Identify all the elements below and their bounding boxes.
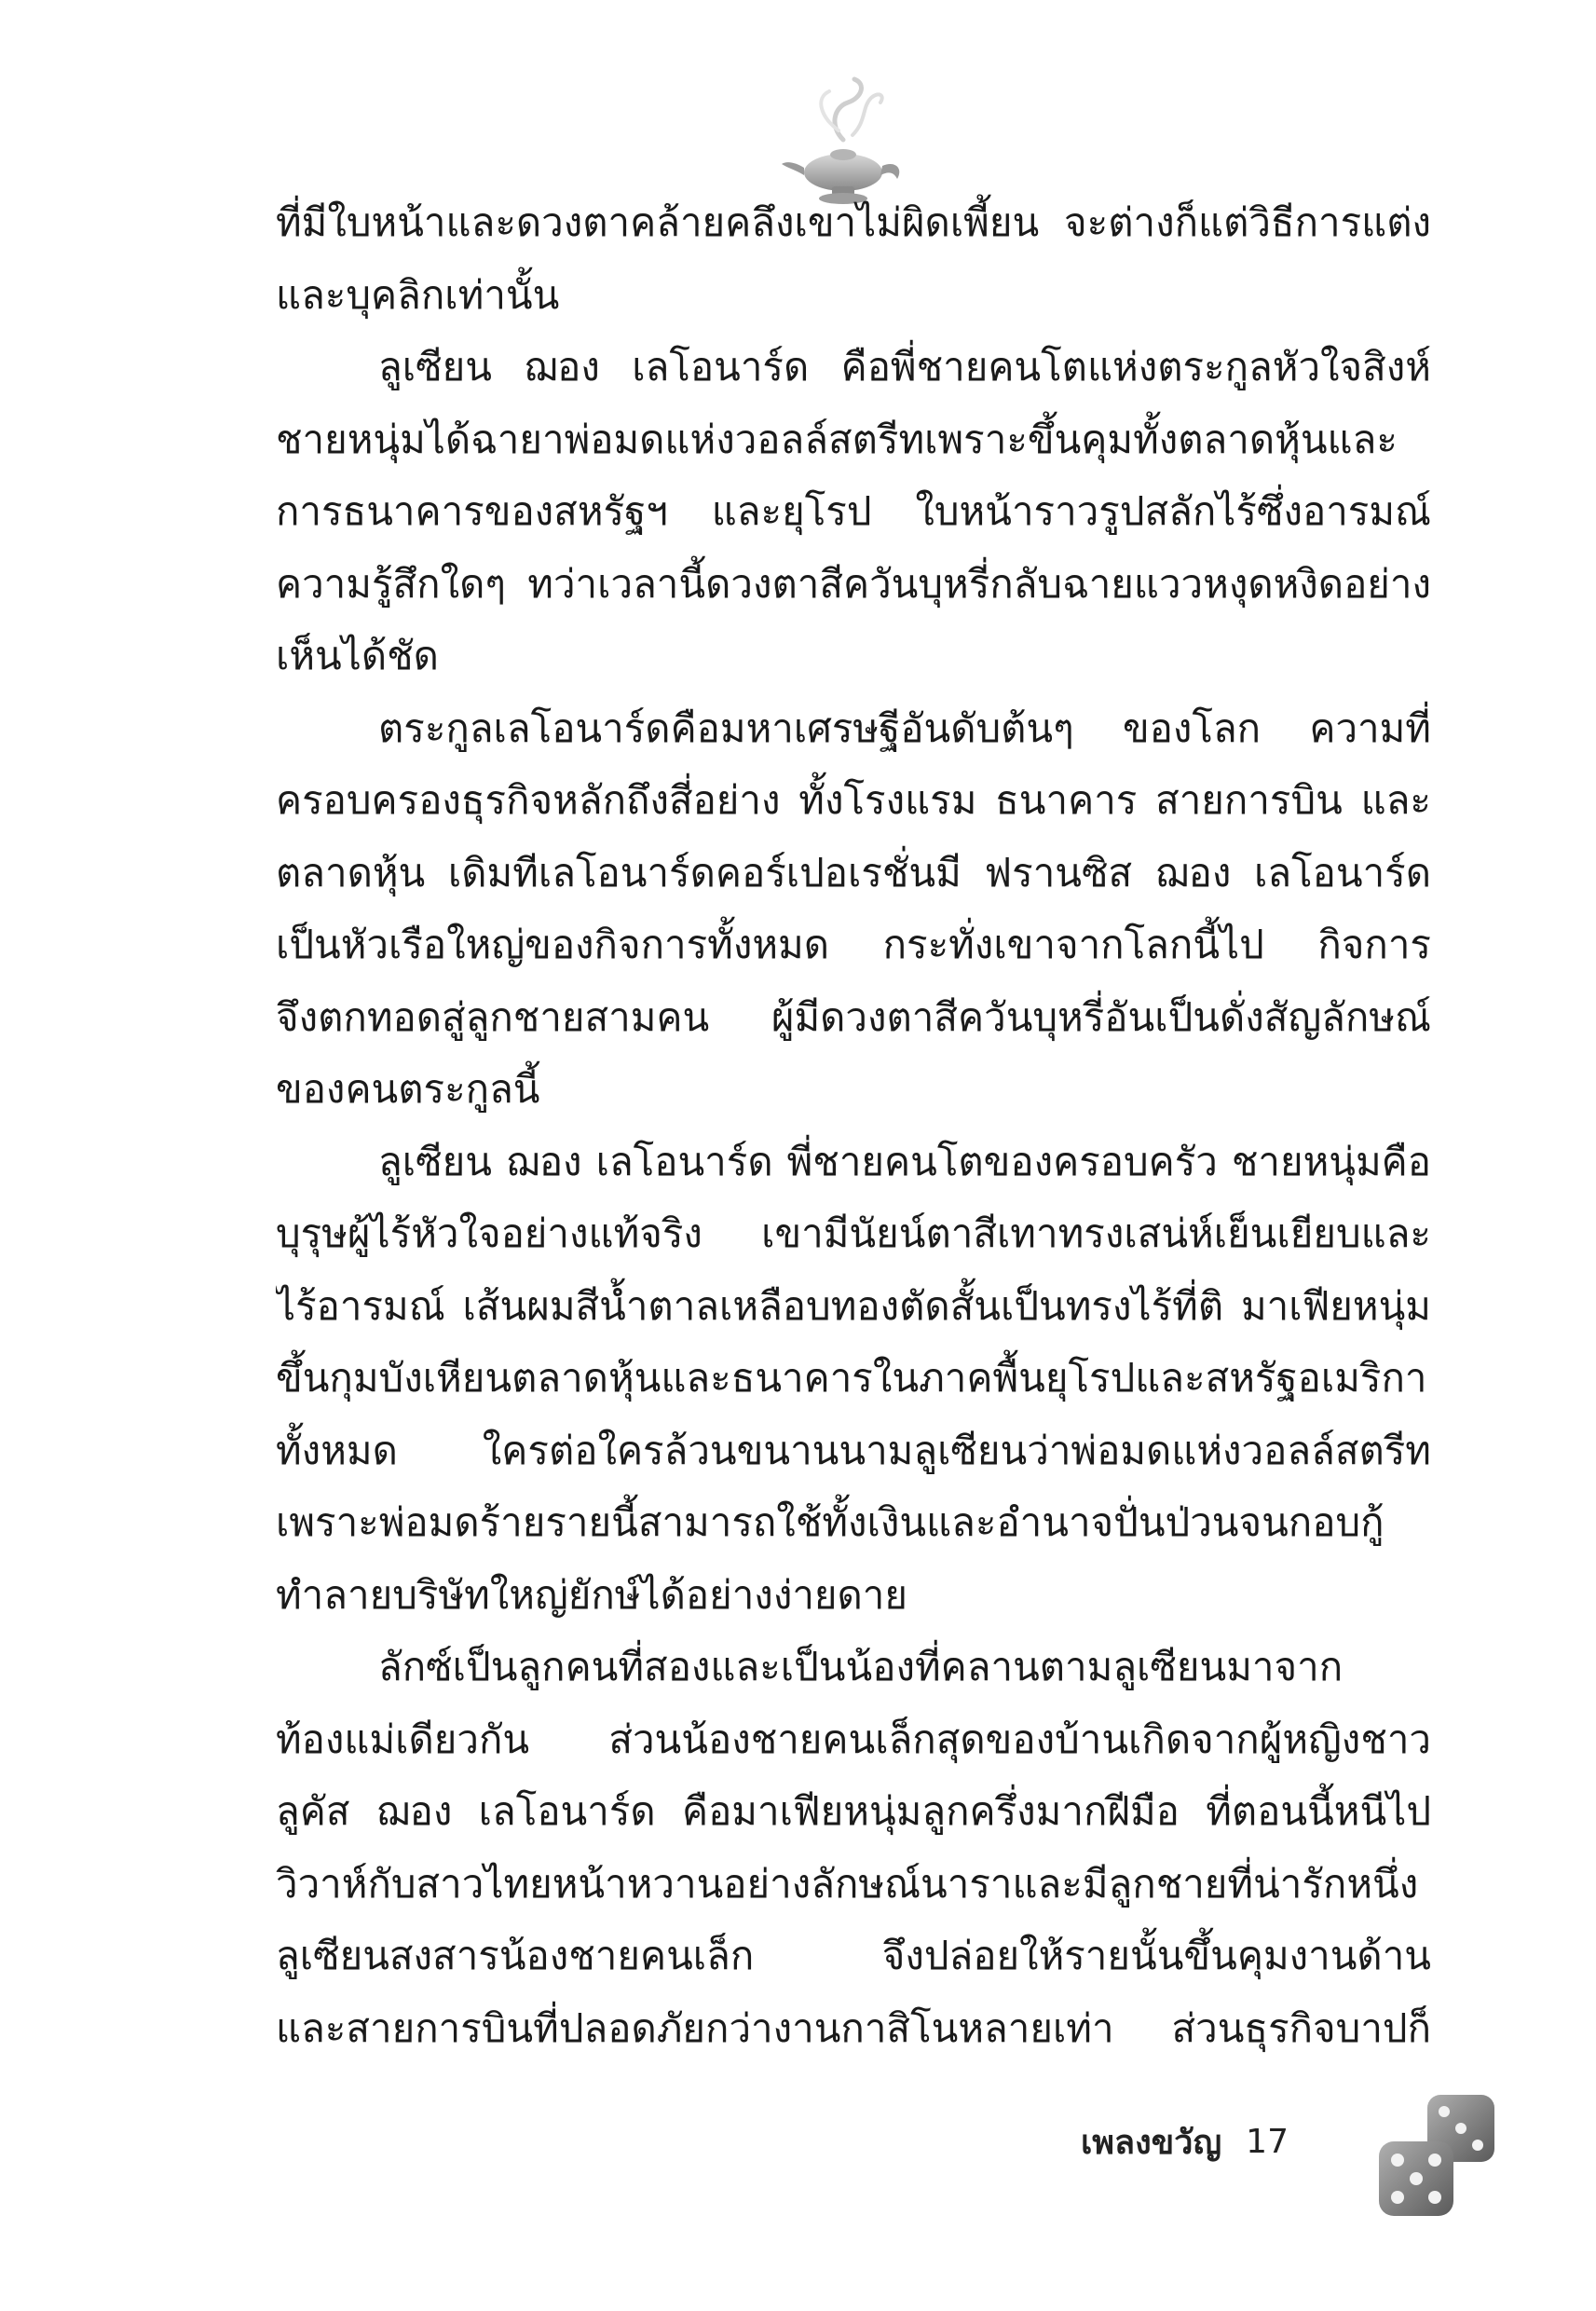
dice-icon bbox=[1370, 2087, 1509, 2227]
text-line: ลูเซียน ฌอง เลโอนาร์ด คือพี่ชายคนโตแห่งตระกูลหัวใจสิงห์ bbox=[378, 344, 1431, 390]
book-title: เพลงขวัญ bbox=[1081, 2123, 1222, 2162]
text-line: วิวาห์กับสาวไทยหน้าหวานอย่างลักษณ์นาราและมีลูกชายที่น่ารักหนึ่ง bbox=[276, 1860, 1419, 1907]
text-line: และบุคลิกเท่านั้น bbox=[276, 271, 560, 318]
text-line: การธนาคารของสหรัฐฯ และยุโรป ใบหน้าราวรูปสลักไร้ซึ่งอารมณ์ bbox=[276, 488, 1431, 534]
text-line: ท้องแม่เดียวกัน ส่วนน้องชายคนเล็กสุดของบ้านเกิดจากผู้หญิงชาว bbox=[276, 1716, 1431, 1762]
text-line: ที่มีใบหน้าและดวงตาคล้ายคลึงเขาไม่ผิดเพี้ยน จะต่างก็แต่วิธีการแต่ง bbox=[276, 199, 1431, 245]
text-line: ชายหนุ่มได้ฉายาพ่อมดแห่งวอลล์สตรีทเพราะขึ้นคุมทั้งตลาดหุ้นและ bbox=[276, 416, 1398, 462]
text-line: บุรุษผู้ไร้หัวใจอย่างแท้จริง เขามีนัยน์ตาสีเทาทรงเสน่ห์เย็นเยียบและ bbox=[276, 1210, 1431, 1256]
text-line: เห็นได้ชัด bbox=[276, 633, 439, 678]
text-line: ลูเซียน ฌอง เลโอนาร์ด พี่ชายคนโตของครอบครัว ชายหนุ่มคือ bbox=[378, 1138, 1431, 1184]
text-line: เพราะพ่อมดร้ายรายนี้สามารถใช้ทั้งเงินและอำนาจปั่นป่วนจนกอบกู้ bbox=[276, 1499, 1385, 1545]
page-footer bbox=[1081, 2113, 1289, 2169]
page-number: 17 bbox=[1246, 2122, 1289, 2161]
body-text bbox=[276, 186, 1431, 2064]
text-line: ทำลายบริษัทใหญ่ยักษ์ได้อย่างง่ายดาย bbox=[276, 1571, 907, 1618]
text-line: ตระกูลเลโอนาร์ดคือมหาเศรษฐีอันดับต้นๆ ของโลก ความที่ bbox=[378, 704, 1431, 751]
text-line: และสายการบินที่ปลอดภัยกว่างานกาสิโนหลายเท่า ส่วนธุรกิจบาปก็ bbox=[276, 2004, 1431, 2051]
text-line: ขึ้นกุมบังเหียนตลาดหุ้นและธนาคารในภาคพื้นยุโรปและสหรัฐอเมริกา bbox=[276, 1355, 1427, 1401]
text-line: ตลาดหุ้น เดิมทีเลโอนาร์ดคอร์เปอเรชั่นมี ฟรานซิส ฌอง เลโอนาร์ด bbox=[276, 849, 1431, 896]
text-line: ครอบครองธุรกิจหลักถึงสี่อย่าง ทั้งโรงแรม ธนาคาร สายการบิน และ bbox=[276, 777, 1431, 823]
text-line: ของคนตระกูลนี้ bbox=[276, 1066, 540, 1112]
text-line: ทั้งหมด ใครต่อใครล้วนขนานนามลูเซียนว่าพ่อมดแห่งวอลล์สตรีท bbox=[276, 1427, 1431, 1473]
text-line: เป็นหัวเรือใหญ่ของกิจการทั้งหมด กระทั่งเขาจากโลกนี้ไป กิจการ bbox=[276, 922, 1431, 967]
text-line: ลูคัส ฌอง เลโอนาร์ด คือมาเฟียหนุ่มลูกครึ่งมากฝีมือ ที่ตอนนี้หนีไป bbox=[276, 1788, 1431, 1834]
text-line: จึงตกทอดสู่ลูกชายสามคน ผู้มีดวงตาสีควันบุหรี่อันเป็นดั่งสัญลักษณ์ bbox=[276, 993, 1431, 1040]
text-line: ไร้อารมณ์ เส้นผมสีน้ำตาลเหลือบทองตัดสั้นเป็นทรงไร้ที่ติ มาเฟียหนุ่ม bbox=[276, 1282, 1431, 1329]
text-line: ความรู้สึกใดๆ ทว่าเวลานี้ดวงตาสีควันบุหรี่กลับฉายแววหงุดหงิดอย่าง bbox=[276, 560, 1431, 607]
text-line: ลูเซียนสงสารน้องชายคนเล็ก จึงปล่อยให้รายนั้นขึ้นคุมงานด้าน bbox=[276, 1933, 1431, 1978]
text-line: ลักซ์เป็นลูกคนที่สองและเป็นน้องที่คลานตามลูเซียนมาจาก bbox=[378, 1644, 1344, 1689]
